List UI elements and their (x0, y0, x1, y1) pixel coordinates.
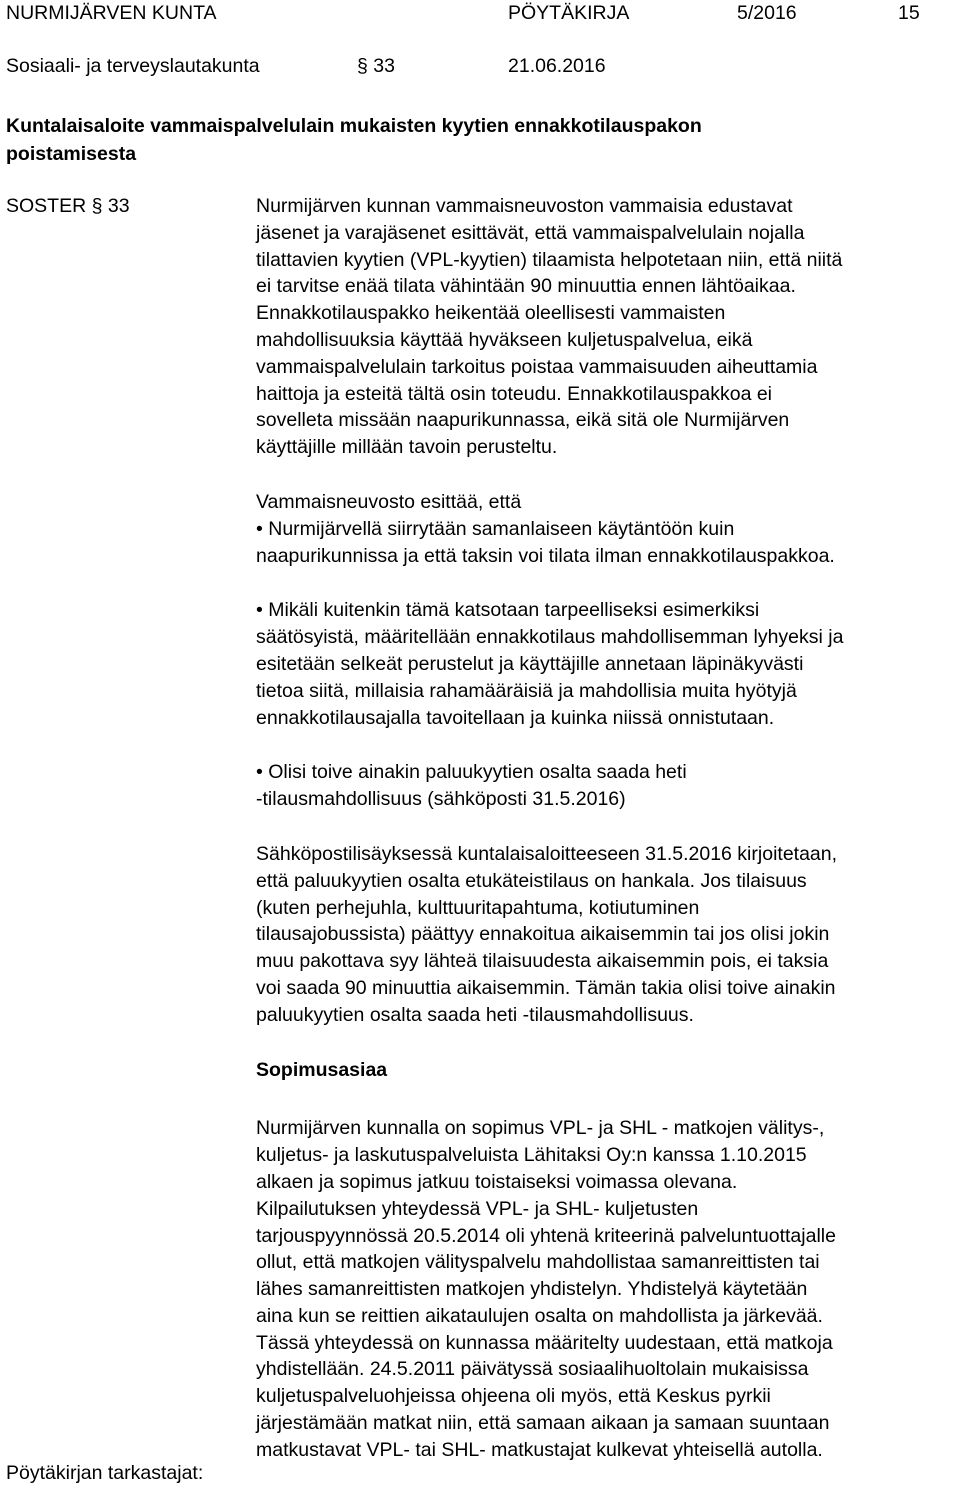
text-line: että paluukyytien osalta etukäteistilaus on hankala. Jos tilaisuus (256, 869, 807, 892)
page-number: 15 (898, 2, 920, 24)
text-line: • Nurmijärvellä siirrytään samanlaiseen käytäntöön kuin (256, 517, 735, 540)
text-line: mahdollisuuksia käyttää hyväkseen kuljetuspalvelua, eikä (256, 328, 753, 351)
text-line: Nurmijärven kunnan vammaisneuvoston vammaisia edustavat (256, 195, 793, 217)
text-line: Kilpailutuksen yhteydessä VPL- ja SHL- kuljetusten (256, 1197, 699, 1220)
text-line: Sähköpostilisäyksessä kuntalaisaloitteeseen 31.5.2016 kirjoitetaan, (256, 842, 838, 865)
bullet-item-1 (256, 516, 956, 570)
text-line: • Mikäli kuitenkin tämä katsotaan tarpeelliseksi esimerkiksi (256, 599, 760, 622)
text-line: aina kun se reittien aikataulujen osalta on mahdollista ja järkevää. (256, 1304, 823, 1327)
text-line: Tässä yhteydessä on kunnassa määritelty uudestaan, että matkoja (256, 1331, 833, 1354)
text-line: kuljetus- ja laskutuspalveluista Lähitaksi Oy:n kanssa 1.10.2015 (256, 1144, 807, 1167)
meeting-date: 21.06.2016 (508, 55, 606, 77)
paragraph-contract (256, 1115, 956, 1463)
text-line: sovelleta missään naapurikunnassa, eikä sitä ole Nurmijärven (256, 409, 790, 432)
proposal-intro (256, 489, 956, 516)
committee-name: Sosiaali- ja terveyslautakunta (6, 55, 260, 77)
text-line: haittoja ja esteitä tältä osin toteudu. Ennakkotilauspakkoa ei (256, 382, 773, 405)
bullet-item-2 (256, 597, 956, 731)
organization-name: NURMIJÄRVEN KUNTA (6, 2, 217, 24)
section-paragraph: § 33 (357, 55, 395, 77)
title-line-1: Kuntalaisaloite vammaispalvelulain mukaisten kyytien ennakkotilauspakon (6, 115, 702, 137)
text-line: tietoa siitä, millaisia rahamääräisiä ja mahdollisia muita hyötyjä (256, 679, 797, 702)
text-line: tilausajobussista) päättyy ennakoitua aikaisemmin tai jos olisi jokin (256, 923, 830, 946)
section-number: 33 (373, 55, 395, 77)
title-line-2: poistamisesta (6, 143, 137, 165)
text-line: ei tarvitse enää tilata vähintään 90 minuuttia ennen lähtöaikaa. (256, 275, 796, 298)
text-line: lähes samanreittisten matkojen yhdistelyn. Yhdistelyä käytetään (256, 1278, 808, 1301)
page-title (6, 112, 906, 168)
text-line: paluukyytien osalta saada heti -tilausmahdollisuus. (256, 1003, 694, 1026)
text-line: kuljetuspalveluohjeissa ohjeena oli myös, että Keskus pyrkii (256, 1385, 771, 1408)
paragraph-initiative (256, 193, 956, 461)
main-content (256, 193, 956, 1464)
text-line: • Olisi toive ainakin paluukyytien osalta saada heti (256, 761, 687, 784)
text-line: matkustavat VPL- tai SHL- matkustajat kulkevat yhteisellä autolla. (256, 1438, 823, 1461)
subheading-contract (256, 1057, 956, 1084)
text-line: järjestämään matkat niin, että samaan aikaan ja samaan suuntaan (256, 1412, 830, 1435)
bullet-item-3 (256, 759, 956, 813)
subheading-text: Sopimusasiaa (256, 1058, 388, 1081)
document-type: PÖYTÄKIRJA (508, 2, 630, 24)
paragraph-email-addition (256, 841, 956, 1029)
text-line: Nurmijärven kunnalla on sopimus VPL- ja SHL - matkojen välitys-, (256, 1117, 825, 1140)
text-line: esitetään selkeät perustelut ja käyttäjille annetaan läpinäkyvästi (256, 652, 804, 675)
text-line: ennakkotilausajalla tavoitellaan ja kuinka niissä onnistutaan. (256, 706, 775, 729)
text-line: säätösyistä, määritellään ennakkotilaus mahdollisemman lyhyeksi ja (256, 626, 844, 649)
text-line: käyttäjille millään tavoin perusteltu. (256, 436, 558, 459)
text-line: muu pakottava syy lähteä tilaisuudesta aikaisemmin pois, ei taksia (256, 950, 829, 973)
text-line: vammaispalvelulain tarkoitus poistaa vammaisuuden aiheuttamia (256, 355, 818, 378)
text-line: -tilausmahdollisuus (sähköposti 31.5.2016) (256, 788, 626, 811)
document-number: 5/2016 (737, 2, 797, 24)
text-line: tarjouspyynnössä 20.5.2014 oli yhtenä kriteerinä palveluntuottajalle (256, 1224, 836, 1247)
text-line: ollut, että matkojen välityspalvelu mahdollistaa samanreittisten tai (256, 1251, 820, 1274)
text-line: jäsenet ja varajäsenet esittävät, että vammaispalvelulain nojalla (256, 221, 805, 244)
text-line: yhdistellään. 24.5.2011 päivätyssä sosiaalihuoltolain mukaisissa (256, 1358, 809, 1381)
text-line: alkaen ja sopimus jatkuu toistaiseksi voimassa olevana. (256, 1170, 738, 1193)
text-line: (kuten perhejuhla, kulttuuritapahtuma, kotiutuminen (256, 896, 700, 919)
text-line: Ennakkotilauspakko heikentää oleellisesti vammaisten (256, 302, 726, 325)
text-line: tilattavien kyytien (VPL-kyytien) tilaamista helpotetaan niin, että niitä (256, 248, 843, 271)
text-line: Vammaisneuvosto esittää, että (256, 490, 522, 513)
section-id: SOSTER § 33 (6, 195, 130, 217)
footer-label: Pöytäkirjan tarkastajat: (6, 1462, 204, 1484)
text-line: naapurikunnissa ja että taksin voi tilata ilman ennakkotilauspakkoa. (256, 544, 835, 567)
text-line: voi saada 90 minuuttia aikaisemmin. Tämän takia olisi toive ainakin (256, 976, 836, 999)
